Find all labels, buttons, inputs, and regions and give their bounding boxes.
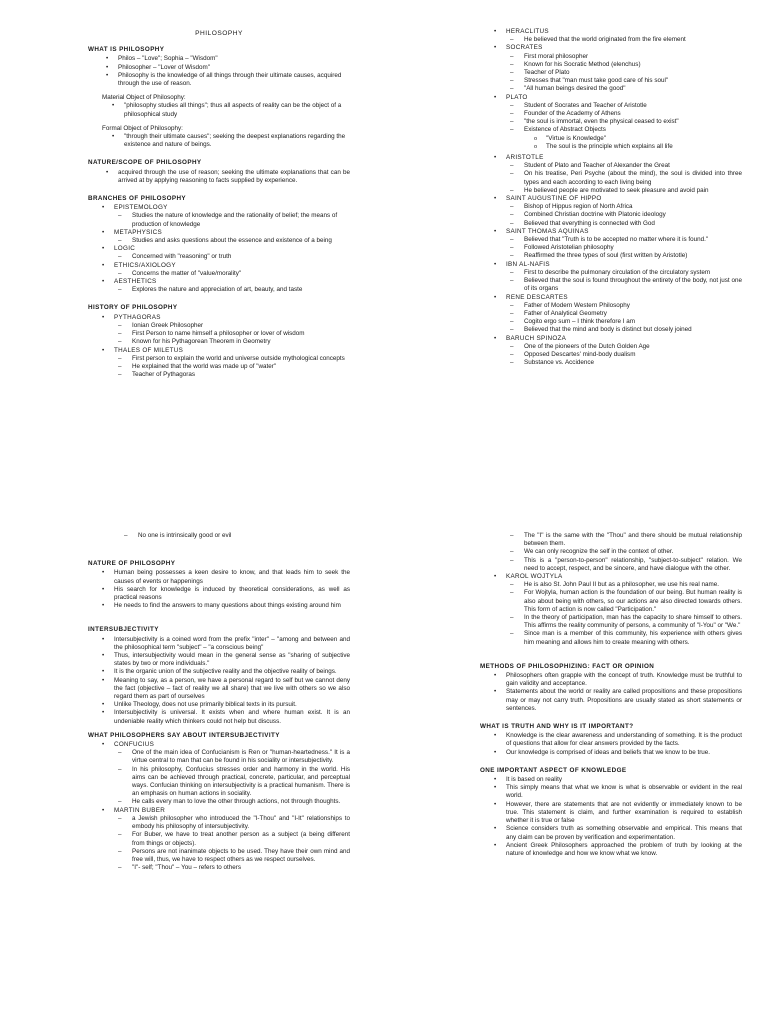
list-item: – He is also St. John Paul II but as a philosopher, we use his real name. xyxy=(506,581,742,589)
list-item: – He believed that the world originated from the fire element xyxy=(506,36,742,44)
material-object-list xyxy=(94,102,350,118)
list-item: – Bishop of Hippus region of North Africa xyxy=(506,203,742,211)
nature-scope-heading: NATURE/SCOPE OF PHILOSOPHY xyxy=(88,159,202,167)
list-item: – Cogito ergo sum – I think therefore I am xyxy=(506,318,742,326)
sub-list xyxy=(506,203,742,228)
list-item: • Intersubjectivity is a coined word from the prefix "inter" – "among and between and the philosophical term "subject" – "a conscious being" xyxy=(88,636,350,652)
branches-list xyxy=(88,204,350,294)
page-title: PHILOSOPHY xyxy=(195,30,243,37)
list-item: – Concerned with "reasoning" or truth xyxy=(114,253,350,261)
list-item: – Studies the nature of knowledge and the rationality of belief; the means of production of knowledge xyxy=(114,212,350,228)
list-item: – Opposed Descartes' mind-body dualism xyxy=(506,351,742,359)
sub-list xyxy=(114,270,350,278)
list-item: – Explores the nature and appreciation of art, beauty, and taste xyxy=(114,286,350,294)
list-item: – First Person to name himself a philosopher or lover of wisdom xyxy=(114,330,350,338)
branch-metaphysics xyxy=(88,229,350,245)
list-item: – Believed that the soul is found throughout the entirety of the body, not just one of its organs xyxy=(506,277,742,293)
list-item: – First moral philosopher xyxy=(506,53,742,61)
branches-heading: BRANCHES OF PHILOSOPHY xyxy=(88,195,187,203)
list-item: – Substance vs. Accidence xyxy=(506,359,742,367)
list-item: • "through their ultimate causes"; seeking the deepest explanations regarding the existence and nature of beings. xyxy=(94,133,350,149)
sub-list xyxy=(114,286,350,294)
list-item: – First person to explain the world and universe outside mythological concepts xyxy=(114,355,350,363)
philosopher-name: SOCRATES xyxy=(506,44,543,52)
branch-logic xyxy=(88,245,350,261)
philosopher-ibn-al-nafis xyxy=(480,261,742,294)
philosopher-confucius xyxy=(88,741,350,807)
list-item: • Thus, intersubjectivity would mean in the general sense as "sharing of subjective states by two or more individuals." xyxy=(88,652,350,668)
philosopher-name: BARUCH SPINOZA xyxy=(506,334,567,342)
philosopher-plato xyxy=(480,94,742,151)
intersubjectivity-list xyxy=(88,636,350,726)
list-item: – Known for his Pythagorean Theorem in Geometry xyxy=(114,338,350,346)
truth-heading: WHAT IS TRUTH AND WHY IS IT IMPORTANT? xyxy=(480,723,634,731)
philosopher-spinoza xyxy=(480,335,742,368)
list-item: – For Buber, we have to treat another person as a subject (a being different from things or objects). xyxy=(114,831,350,847)
philosopher-wojtyla xyxy=(480,573,742,647)
list-item: o "Virtue is Knowledge" xyxy=(506,135,742,143)
list-item: – He explained that the world was made up of "water" xyxy=(114,363,350,371)
history-heading: HISTORY OF PHILOSOPHY xyxy=(88,304,178,312)
what-is-list xyxy=(88,55,350,88)
list-item: – Stresses that "man must take good care of his soul" xyxy=(506,77,742,85)
philosopher-name: THALES OF MILETUS xyxy=(114,346,184,354)
list-item: – Teacher of Plato xyxy=(506,69,742,77)
sub-list xyxy=(506,302,742,335)
list-item: • Philosophers often grapple with the concept of truth. Knowledge must be truthful to gain validity and acceptance. xyxy=(480,672,742,688)
sub-list xyxy=(114,355,350,380)
sub-sub-list xyxy=(506,135,742,151)
list-item: • Our knowledge is comprised of ideas and beliefs that we know to be true. xyxy=(480,749,742,757)
list-item: – Founder of the Academy of Athens xyxy=(506,110,742,118)
list-item: • Philosopher – "Lover of Wisdom" xyxy=(88,64,350,72)
philosopher-aquinas xyxy=(480,228,742,261)
philosopher-name: KAROL WOJTYLA xyxy=(506,573,563,581)
list-item: • It is the organic union of the subjective reality and the objective reality of beings. xyxy=(88,668,350,676)
intersubjectivity-heading: INTERSUBJECTIVITY xyxy=(88,626,159,634)
list-item: – No one is intrinsically good or evil xyxy=(120,532,350,540)
philosopher-name: HERACLITUS xyxy=(506,28,549,35)
list-item: • "philosophy studies all things"; thus all aspects of reality can be the object of a philosophical study xyxy=(94,102,350,118)
list-item: – Combined Christian doctrine with Platonic ideology xyxy=(506,211,742,219)
list-item: – For Wojtyla, human action is the foundation of our being. But human reality is also about being with others, so our actions are also directed towards others. This form of action is now called "Participation." xyxy=(506,589,742,614)
list-item: – In his philosophy, Confucius stresses order and harmony in the world. His aims can be achieved through practical, concrete, particular, and perceptual ways. Confucian thinking on intersubjectivity is a practical humanism. There is an emphasis on human actions in sociality. xyxy=(114,766,350,799)
list-item: • Philosophy is the knowledge of all things through their ultimate causes, acquired through the use of reason. xyxy=(88,72,350,88)
list-item: – In the theory of participation, man has the capacity to share himself to others. This affirms the reality community of persons, a community of "I-You" or "We." xyxy=(506,614,742,630)
list-item: • Ancient Greek Philosophers approached the problem of truth by looking at the nature of knowledge and how we know what we know. xyxy=(480,842,742,858)
philosopher-name: MARTIN BUBER xyxy=(114,806,166,814)
list-item: – Existence of Abstract Objects xyxy=(506,126,742,134)
list-item: • Statements about the world or reality are called propositions and these propositions may or may not carry truth. Propositions are usually stated as short statements or sentences. xyxy=(480,688,742,713)
philosopher-heraclitus xyxy=(480,28,742,44)
left-bottom-column xyxy=(88,532,350,872)
methods-heading: METHODS OF PHILOSOPHIZING: FACT OR OPINION xyxy=(480,662,655,670)
philosopher-thales xyxy=(88,347,350,380)
list-item: – "All human beings desired the good" xyxy=(506,85,742,93)
list-item: • It is based on reality xyxy=(480,776,742,784)
list-item: – Father of Modern Western Philosophy xyxy=(506,302,742,310)
right-bottom-column xyxy=(480,532,742,858)
nature-heading: NATURE OF PHILOSOPHY xyxy=(88,560,176,568)
philosopher-name: RENE DESCARTES xyxy=(506,293,568,301)
sub-list xyxy=(506,581,742,647)
list-item: • Meaning to say, as a person, we have a personal regard to self but we cannot deny the fact (objective – fact of reality we all share) that we live with others so we also regard them as part of ourselves xyxy=(88,677,350,702)
list-item: – He believed people are motivated to seek pleasure and avoid pain xyxy=(506,187,742,195)
list-item: • He needs to find the answers to many questions about things existing around him xyxy=(88,602,350,610)
sub-list xyxy=(114,749,350,806)
philosopher-name: IBN AL-NAFIS xyxy=(506,260,550,268)
philosopher-descartes xyxy=(480,294,742,335)
carry-over-list xyxy=(506,532,742,573)
aspect-list xyxy=(480,776,742,858)
list-item: – We can only recognize the self in the context of other. xyxy=(506,548,742,556)
philosophers-list xyxy=(480,28,742,367)
list-item: o The soul is the principle which explains all life xyxy=(506,143,742,151)
philosopher-name: PLATO xyxy=(506,93,528,101)
list-item: – Persons are not inanimate objects to be used. They have their own mind and free will, thus, we have to respect others as we respect ourselves. xyxy=(114,848,350,864)
branch-name: ETHICS/AXIOLOGY xyxy=(114,261,176,269)
nature-scope-list xyxy=(88,169,350,185)
philosophers-say-heading: WHAT PHILOSOPHERS SAY ABOUT INTERSUBJECTIVITY xyxy=(88,731,280,739)
branch-name: METAPHYSICS xyxy=(114,228,162,236)
list-item: – One of the pioneers of the Dutch Golden Age xyxy=(506,343,742,351)
right-top-column xyxy=(480,28,742,367)
philosopher-augustine xyxy=(480,195,742,228)
list-item: • However, there are statements that are not evidently or immediately known to be true. This statement is claim, and further examination is required to establish whether it is true or false xyxy=(480,801,742,826)
what-is-heading: WHAT IS PHILOSOPHY xyxy=(88,46,165,54)
philosopher-name: ARISTOTLE xyxy=(506,154,544,162)
list-item: – Father of Analytical Geometry xyxy=(506,310,742,318)
karol-list xyxy=(480,573,742,647)
branch-aesthetics xyxy=(88,278,350,294)
truth-list xyxy=(480,732,742,757)
list-item: – a Jewish philosopher who introduced the "I-Thou" and "I-It" relationships to embody his philosophy of intersubjectivity. xyxy=(114,815,350,831)
list-item: – This is a "person-to-person" relationship, "subject-to-subject" relation. We need to accept, respect, and be sincere, and have dialogue with the other. xyxy=(506,557,742,573)
list-item: – First to describe the pulmonary circulation of the circulatory system xyxy=(506,269,742,277)
philosopher-socrates xyxy=(480,44,742,93)
material-object-label: Material Object of Philosophy: xyxy=(102,94,186,102)
branch-name: AESTHETICS xyxy=(114,278,157,286)
sub-list xyxy=(506,162,742,195)
list-item: • His search for knowledge is induced by theoretical considerations, as well as practical reasons xyxy=(88,586,350,602)
philosopher-name: CONFUCIUS xyxy=(114,741,155,749)
sub-list xyxy=(114,253,350,261)
list-item: – On his treatise, Peri Psyche (about the mind), the soul is divided into three types and each according to each living being xyxy=(506,170,742,186)
philosophers-say-list xyxy=(88,741,350,872)
sub-list xyxy=(114,815,350,872)
history-list xyxy=(88,314,350,380)
sub-list xyxy=(114,237,350,245)
sub-list xyxy=(506,102,742,135)
list-item: • Human being possesses a keen desire to know, and that leads him to seek the causes of events or happenings xyxy=(88,569,350,585)
list-item: • Unlike Theology, does not use primarily biblical texts in its pursuit. xyxy=(88,701,350,709)
philosopher-name: SAINT AUGUSTINE OF HIPPO xyxy=(506,195,602,203)
list-item: – Concerns the matter of "value/morality" xyxy=(114,270,350,278)
branch-ethics xyxy=(88,262,350,278)
list-item: – Student of Socrates and Teacher of Aristotle xyxy=(506,102,742,110)
formal-object-label: Formal Object of Philosophy: xyxy=(102,124,183,132)
list-item: – Known for his Socratic Method (elenchus) xyxy=(506,61,742,69)
branch-name: EPISTEMOLOGY xyxy=(114,204,168,212)
list-item: – Since man is a member of this community, his experience with others gives him meaning and allows him to create meaning with others. xyxy=(506,630,742,646)
list-item: – Reaffirmed the three types of soul (first written by Aristotle) xyxy=(506,252,742,260)
list-item: • acquired through the use of reason; seeking the ultimate explanations that can be arrived at by applying reasoning to facts supplied by experience. xyxy=(88,169,350,185)
philosopher-buber xyxy=(88,807,350,873)
philosopher-name: PYTHAGORAS xyxy=(114,313,161,321)
sub-list xyxy=(506,236,742,261)
sub-list xyxy=(506,36,742,44)
list-item: • Knowledge is the clear awareness and understanding of something. It is the product of questions that allow for clear answers provided by the facts. xyxy=(480,732,742,748)
branch-name: LOGIC xyxy=(114,245,136,253)
methods-list xyxy=(480,672,742,713)
sub-list xyxy=(506,53,742,94)
list-item: – Teacher of Pythagoras xyxy=(114,371,350,379)
list-item: • Philos – "Love"; Sophia – "Wisdom" xyxy=(88,55,350,63)
list-item: – Believed that "Truth is to be accepted no matter where it is found." xyxy=(506,236,742,244)
philosopher-pythagoras xyxy=(88,314,350,347)
sub-list xyxy=(114,212,350,228)
list-item: • Science considers truth as something observable and empirical. This means that any claim can be proven by verification and experimentation. xyxy=(480,825,742,841)
sub-list xyxy=(114,322,350,347)
list-item: – The "I" is the same with the "Thou" and there should be mutual relationship between them. xyxy=(506,532,742,548)
carry-over-list xyxy=(120,532,350,540)
list-item: – Student of Plato and Teacher of Alexander the Great xyxy=(506,162,742,170)
branch-epistemology xyxy=(88,204,350,229)
list-item: – Believed that everything is connected with God xyxy=(506,220,742,228)
list-item: – "I"- self; "Thou" – You – refers to others xyxy=(114,864,350,872)
aspect-heading: ONE IMPORTANT ASPECT OF KNOWLEDGE xyxy=(480,766,627,774)
list-item: – Believed that the mind and body is distinct but closely joined xyxy=(506,326,742,334)
list-item: – "the soul is immortal, even the physical ceased to exist" xyxy=(506,118,742,126)
sub-list xyxy=(506,343,742,368)
list-item: – Followed Aristotelian philosophy xyxy=(506,244,742,252)
list-item: – Ionian Greek Philosopher xyxy=(114,322,350,330)
nature-list xyxy=(88,569,350,610)
sub-list xyxy=(506,269,742,294)
list-item: • This simply means that what we know is what is observable or evident in the real world. xyxy=(480,784,742,800)
list-item: – Studies and asks questions about the essence and existence of a being xyxy=(114,237,350,245)
list-item: – He calls every man to love the other through actions, not through thoughts. xyxy=(114,798,350,806)
formal-object-list xyxy=(94,133,350,149)
philosopher-name: SAINT THOMAS AQUINAS xyxy=(506,227,589,235)
philosopher-aristotle xyxy=(480,154,742,195)
list-item: – One of the main idea of Confucianism is Ren or "human-heartedness." It is a virtue central to man that can be found in his sociality or intersubjectivity. xyxy=(114,749,350,765)
list-item: • Intersubjectivity is universal. It exists when and where human exist. It is an undeniable reality which thinkers could not help but discuss. xyxy=(88,709,350,725)
left-top-column xyxy=(88,30,350,379)
